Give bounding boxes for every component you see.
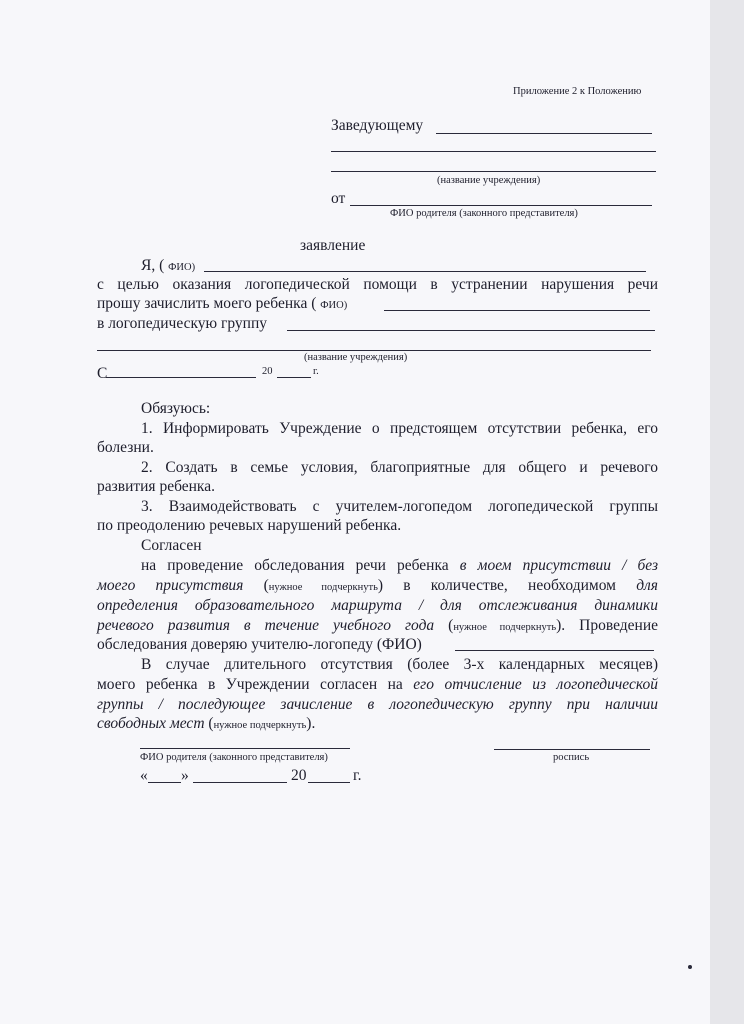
name-label: Я, ( ФИО) (141, 257, 196, 274)
date-from-fill-line (106, 377, 256, 378)
applicant-name-fill-line (204, 271, 646, 272)
absence-line: свободных мест (нужное подчеркнуть). (97, 715, 316, 732)
consent-line: моего присутствия (нужное подчеркнуть) в количестве, необходимом для (97, 577, 658, 594)
date-year-fill-line (308, 782, 350, 783)
signature-caption: роспись (553, 752, 590, 763)
child-name-fill-line (384, 310, 650, 311)
absence-line: В случае длительного отсутствия (более 3-х календарных месяцев) (141, 656, 658, 673)
consent-heading: Согласен (141, 537, 202, 554)
consent-line: на проведение обследования речи ребенка в моем присутствии / без (141, 557, 659, 574)
addressee-fill-line (436, 133, 652, 134)
absence-line: группы / последующее зачисление в логопедическую группу при наличии (97, 696, 658, 713)
date-close-quote: » (181, 767, 189, 784)
year-prefix: 20 (262, 366, 273, 377)
obligation-item: развития ребенка. (97, 478, 215, 495)
therapist-name-fill-line (455, 650, 654, 651)
day-fill-line (148, 782, 181, 783)
group-institution-fill-line (97, 350, 651, 351)
obligation-item: 3. Взаимодействовать с учителем-логопедом логопедической группы (141, 498, 658, 515)
obligation-item: 1. Информировать Учреждение о предстоящем отсутствии ребенка, его (141, 420, 658, 437)
addressee-label: Заведующему (331, 117, 424, 134)
obligation-item: 2. Создать в семье условия, благоприятные для общего и речевого (141, 459, 658, 476)
parent-signature-caption: ФИО родителя (законного представителя) (140, 752, 328, 763)
body-line: с целью оказания логопедической помощи в устранении нарушения речи (97, 276, 658, 293)
appendix-note: Приложение 2 к Положению (513, 86, 642, 97)
consent-line: обследования доверяю учителю-логопеду (ФИО) (97, 636, 422, 653)
body-line: прошу зачислить моего ребенка ( ФИО) (97, 295, 348, 312)
date-year-suffix: г. (353, 767, 362, 784)
signature-line (494, 749, 650, 750)
institution-caption: (название учреждения) (437, 175, 541, 186)
group-fill-line (287, 330, 655, 331)
absence-line: моего ребенка в Учреждении согласен на его отчисление из логопедической (97, 676, 658, 693)
date-from-label: С (97, 365, 108, 382)
parent-name-caption: ФИО родителя (законного представителя) (390, 208, 578, 219)
scan-speck (688, 965, 692, 969)
year-suffix: г. (313, 366, 319, 377)
parent-signature-line (140, 748, 350, 749)
parent-name-fill-line (350, 205, 652, 206)
document-title: заявление (300, 237, 366, 254)
consent-line: определения образовательного маршрута / для отслеживания динамики (97, 597, 658, 614)
page-edge (710, 0, 744, 1024)
addressee-fill-line-2 (331, 151, 656, 152)
institution-fill-line (331, 171, 656, 172)
body-line: в логопедическую группу (97, 315, 268, 332)
year-fill-line (277, 377, 311, 378)
obligations-heading: Обязуюсь: (141, 400, 211, 417)
month-fill-line (193, 782, 287, 783)
obligation-item: по преодолению речевых нарушений ребенка. (97, 517, 402, 534)
consent-line: речевого развития в течение учебного года (нужное подчеркнуть). Проведение (97, 617, 658, 634)
institution-caption-2: (название учреждения) (304, 352, 408, 363)
from-label: от (331, 190, 346, 207)
obligation-item: болезни. (97, 439, 154, 456)
date-year-prefix: 20 (291, 767, 307, 784)
date-open-quote: « (140, 767, 148, 784)
